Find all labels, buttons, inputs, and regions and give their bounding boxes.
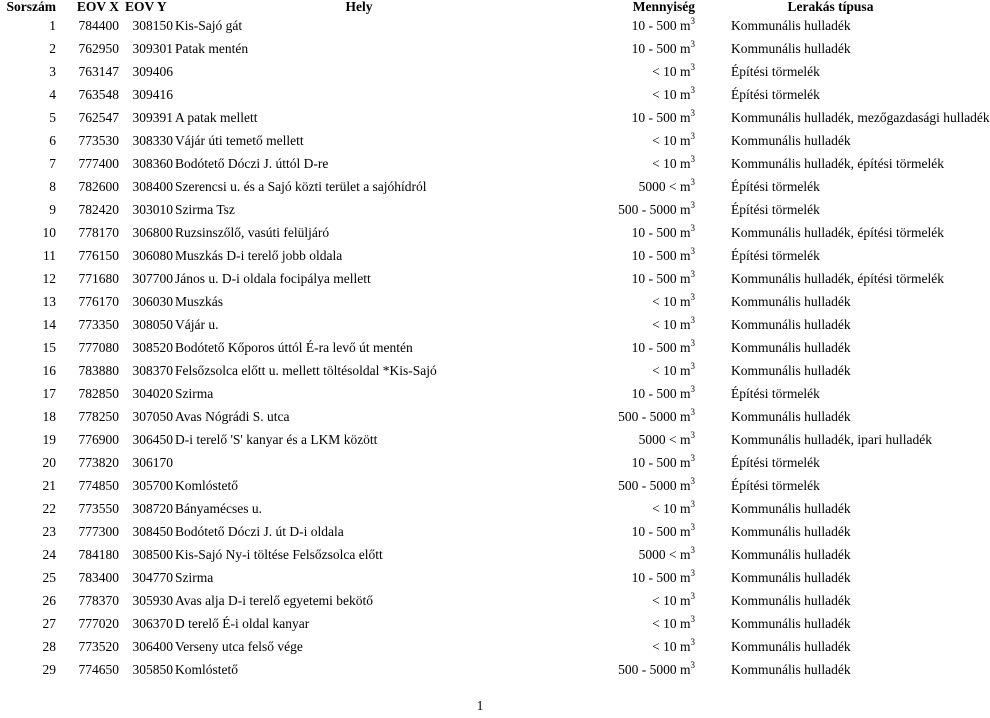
row-number: 21 bbox=[42, 478, 56, 493]
row-place: Verseny utca felső vége bbox=[175, 639, 303, 654]
row-eov-y: 304770 bbox=[132, 570, 173, 585]
row-disposal-type: Építési törmelék bbox=[731, 64, 820, 79]
row-place: Kis-Sajó gát bbox=[175, 18, 243, 33]
row-number: 15 bbox=[42, 340, 56, 355]
row-quantity-unit-exponent: 3 bbox=[690, 499, 695, 509]
row-quantity bbox=[545, 658, 695, 681]
row-eov-x: 777080 bbox=[78, 340, 119, 355]
row-quantity-unit-exponent: 3 bbox=[690, 246, 695, 256]
row-eov-x: 773530 bbox=[78, 133, 119, 148]
row-disposal-type: Kommunális hulladék bbox=[731, 616, 851, 631]
row-quantity-unit-exponent: 3 bbox=[690, 315, 695, 325]
row-number: 18 bbox=[42, 409, 56, 424]
header-eov-x: EOV X bbox=[76, 0, 119, 14]
row-quantity-unit-exponent: 3 bbox=[690, 545, 695, 555]
row-disposal-type: Kommunális hulladék, építési törmelék bbox=[731, 271, 944, 286]
row-quantity-unit-exponent: 3 bbox=[690, 292, 695, 302]
row-quantity-unit-exponent: 3 bbox=[690, 453, 695, 463]
table-row bbox=[0, 336, 966, 359]
row-eov-y: 308150 bbox=[132, 18, 173, 33]
row-quantity bbox=[545, 175, 695, 198]
row-eov-x: 774650 bbox=[78, 662, 119, 677]
row-quantity-unit-exponent: 3 bbox=[690, 591, 695, 601]
table-row bbox=[0, 359, 966, 382]
row-eov-x: 782420 bbox=[78, 202, 119, 217]
row-eov-y: 306030 bbox=[132, 294, 173, 309]
row-eov-x: 784180 bbox=[78, 547, 119, 562]
table-row bbox=[0, 405, 966, 428]
row-number: 8 bbox=[49, 179, 56, 194]
row-quantity bbox=[545, 37, 695, 60]
row-eov-y: 305700 bbox=[132, 478, 173, 493]
row-place: Avas alja D-i terelő egyetemi bekötő bbox=[175, 593, 374, 608]
row-quantity-value: < 10 m bbox=[652, 639, 691, 654]
row-number: 7 bbox=[49, 156, 56, 171]
row-quantity-value: 500 - 5000 m bbox=[618, 478, 691, 493]
row-quantity-unit-exponent: 3 bbox=[690, 476, 695, 486]
row-disposal-type: Kommunális hulladék bbox=[731, 317, 851, 332]
row-eov-y: 305850 bbox=[132, 662, 173, 677]
row-place: Szirma bbox=[175, 386, 214, 401]
row-quantity bbox=[545, 543, 695, 566]
row-quantity bbox=[545, 612, 695, 635]
row-number: 20 bbox=[42, 455, 56, 470]
table-row bbox=[0, 474, 966, 497]
table-row bbox=[0, 290, 966, 313]
row-eov-x: 762547 bbox=[78, 110, 119, 125]
table-row bbox=[0, 175, 966, 198]
row-place: Felsőzsolca előtt u. mellett töltésoldal *Kis-Sajó bbox=[175, 363, 437, 378]
row-quantity-value: 500 - 5000 m bbox=[618, 662, 691, 677]
row-number: 1 bbox=[49, 18, 56, 33]
row-quantity-unit-exponent: 3 bbox=[690, 108, 695, 118]
row-quantity-value: 10 - 500 m bbox=[631, 110, 691, 125]
row-quantity-unit-exponent: 3 bbox=[690, 407, 695, 417]
table-row bbox=[0, 244, 966, 267]
row-eov-x: 782600 bbox=[78, 179, 119, 194]
row-eov-x: 774850 bbox=[78, 478, 119, 493]
table-row bbox=[0, 83, 966, 106]
table-row bbox=[0, 37, 966, 60]
row-place: Vájár úti temető mellett bbox=[175, 133, 304, 148]
row-quantity bbox=[545, 244, 695, 267]
row-eov-y: 306800 bbox=[132, 225, 173, 240]
row-quantity bbox=[545, 198, 695, 221]
row-number: 2 bbox=[49, 41, 56, 56]
table-row bbox=[0, 658, 966, 681]
row-quantity-value: < 10 m bbox=[652, 64, 691, 79]
row-number: 26 bbox=[42, 593, 56, 608]
row-quantity-value: 10 - 500 m bbox=[631, 271, 691, 286]
row-quantity-value: 500 - 5000 m bbox=[618, 202, 691, 217]
row-quantity-value: 10 - 500 m bbox=[631, 340, 691, 355]
row-eov-x: 773550 bbox=[78, 501, 119, 516]
row-place bbox=[173, 451, 545, 474]
table-row bbox=[0, 382, 966, 405]
row-place: Muszkás bbox=[175, 294, 223, 309]
row-quantity-value: 500 - 5000 m bbox=[618, 409, 691, 424]
row-disposal-type: Kommunális hulladék bbox=[731, 18, 851, 33]
row-quantity bbox=[545, 520, 695, 543]
row-place: Avas Nógrádi S. utca bbox=[175, 409, 290, 424]
row-quantity-unit-exponent: 3 bbox=[690, 131, 695, 141]
header-eov-y: EOV Y bbox=[125, 0, 167, 14]
row-quantity bbox=[545, 14, 695, 37]
row-disposal-type: Kommunális hulladék bbox=[731, 294, 851, 309]
row-quantity-value: 5000 < m bbox=[638, 432, 691, 447]
row-quantity-value: < 10 m bbox=[652, 294, 691, 309]
row-eov-x: 771680 bbox=[78, 271, 119, 286]
row-eov-y: 306450 bbox=[132, 432, 173, 447]
row-eov-y: 306080 bbox=[132, 248, 173, 263]
row-eov-y: 309391 bbox=[132, 110, 173, 125]
row-disposal-type: Építési törmelék bbox=[731, 87, 820, 102]
row-eov-x: 783400 bbox=[78, 570, 119, 585]
row-quantity-unit-exponent: 3 bbox=[690, 62, 695, 72]
row-eov-x: 762950 bbox=[78, 41, 119, 56]
row-eov-x: 777300 bbox=[78, 524, 119, 539]
row-quantity bbox=[545, 267, 695, 290]
row-place: Szerencsi u. és a Sajó közti terület a sajóhídról bbox=[175, 179, 427, 194]
row-quantity-unit-exponent: 3 bbox=[690, 430, 695, 440]
row-place: Komlóstető bbox=[175, 662, 238, 677]
row-eov-x: 778370 bbox=[78, 593, 119, 608]
row-quantity-unit-exponent: 3 bbox=[690, 361, 695, 371]
row-eov-x: 776900 bbox=[78, 432, 119, 447]
row-quantity-value: 10 - 500 m bbox=[631, 225, 691, 240]
row-quantity-value: < 10 m bbox=[652, 363, 691, 378]
row-eov-y: 308500 bbox=[132, 547, 173, 562]
row-quantity-unit-exponent: 3 bbox=[690, 85, 695, 95]
row-place bbox=[173, 60, 545, 83]
row-eov-y: 303010 bbox=[132, 202, 173, 217]
row-quantity bbox=[545, 566, 695, 589]
row-quantity-unit-exponent: 3 bbox=[690, 338, 695, 348]
row-quantity bbox=[545, 152, 695, 175]
row-eov-y: 306170 bbox=[132, 455, 173, 470]
row-quantity-value: 5000 < m bbox=[638, 179, 691, 194]
row-eov-x: 778250 bbox=[78, 409, 119, 424]
row-quantity-value: 10 - 500 m bbox=[631, 41, 691, 56]
row-disposal-type: Kommunális hulladék bbox=[731, 524, 851, 539]
row-number: 25 bbox=[42, 570, 56, 585]
row-disposal-type: Kommunális hulladék bbox=[731, 501, 851, 516]
row-quantity-value: < 10 m bbox=[652, 616, 691, 631]
row-eov-x: 783880 bbox=[78, 363, 119, 378]
row-quantity-value: < 10 m bbox=[652, 501, 691, 516]
row-quantity-unit-exponent: 3 bbox=[690, 200, 695, 210]
row-place: Bodótető Dóczi J. úttól D-re bbox=[175, 156, 329, 171]
row-quantity-value: < 10 m bbox=[652, 593, 691, 608]
row-quantity bbox=[545, 497, 695, 520]
row-quantity-value: 10 - 500 m bbox=[631, 386, 691, 401]
row-number: 24 bbox=[42, 547, 56, 562]
row-quantity bbox=[545, 106, 695, 129]
row-place: Ruzsinszőlő, vasúti felüljáró bbox=[175, 225, 330, 240]
table-row bbox=[0, 589, 966, 612]
row-eov-x: 777400 bbox=[78, 156, 119, 171]
row-eov-y: 308720 bbox=[132, 501, 173, 516]
row-quantity bbox=[545, 474, 695, 497]
row-quantity-value: 10 - 500 m bbox=[631, 524, 691, 539]
row-quantity bbox=[545, 221, 695, 244]
row-eov-x: 776170 bbox=[78, 294, 119, 309]
table-row bbox=[0, 566, 966, 589]
row-eov-x: 773520 bbox=[78, 639, 119, 654]
table-row bbox=[0, 520, 966, 543]
row-number: 28 bbox=[42, 639, 56, 654]
row-eov-y: 309416 bbox=[132, 87, 173, 102]
row-quantity bbox=[545, 336, 695, 359]
row-number: 9 bbox=[49, 202, 56, 217]
row-disposal-type: Kommunális hulladék, mezőgazdasági hulladék bbox=[731, 110, 990, 125]
row-disposal-type: Kommunális hulladék, ipari hulladék bbox=[731, 432, 932, 447]
row-quantity bbox=[545, 428, 695, 451]
row-eov-x: 782850 bbox=[78, 386, 119, 401]
row-number: 12 bbox=[42, 271, 56, 286]
row-disposal-type: Kommunális hulladék bbox=[731, 593, 851, 608]
table-row bbox=[0, 451, 966, 474]
row-disposal-type: Kommunális hulladék bbox=[731, 41, 851, 56]
row-number: 3 bbox=[49, 64, 56, 79]
row-place: Szirma bbox=[175, 570, 214, 585]
table-row bbox=[0, 14, 966, 37]
row-number: 29 bbox=[42, 662, 56, 677]
row-place: Patak mentén bbox=[175, 41, 249, 56]
table-row bbox=[0, 106, 966, 129]
row-disposal-type: Kommunális hulladék bbox=[731, 409, 851, 424]
row-disposal-type: Kommunális hulladék bbox=[731, 547, 851, 562]
row-eov-y: 306370 bbox=[132, 616, 173, 631]
row-place: Vájár u. bbox=[175, 317, 219, 332]
row-number: 22 bbox=[42, 501, 56, 516]
table-row bbox=[0, 60, 966, 83]
row-eov-y: 308330 bbox=[132, 133, 173, 148]
row-eov-y: 309406 bbox=[132, 64, 173, 79]
row-eov-x: 777020 bbox=[78, 616, 119, 631]
table-row bbox=[0, 313, 966, 336]
row-place: D terelő É-i oldal kanyar bbox=[175, 616, 310, 631]
table-row bbox=[0, 635, 966, 658]
row-disposal-type: Építési törmelék bbox=[731, 455, 820, 470]
row-disposal-type: Kommunális hulladék, építési törmelék bbox=[731, 225, 944, 240]
row-disposal-type: Építési törmelék bbox=[731, 179, 820, 194]
row-place: Szirma Tsz bbox=[175, 202, 235, 217]
row-eov-y: 308370 bbox=[132, 363, 173, 378]
row-disposal-type: Kommunális hulladék bbox=[731, 133, 851, 148]
row-eov-y: 308520 bbox=[132, 340, 173, 355]
row-eov-y: 308360 bbox=[132, 156, 173, 171]
row-quantity-value: < 10 m bbox=[652, 317, 691, 332]
row-place: Muszkás D-i terelő jobb oldala bbox=[175, 248, 343, 263]
row-quantity-unit-exponent: 3 bbox=[690, 154, 695, 164]
row-disposal-type: Kommunális hulladék bbox=[731, 662, 851, 677]
row-quantity-unit-exponent: 3 bbox=[690, 637, 695, 647]
row-quantity-unit-exponent: 3 bbox=[690, 614, 695, 624]
row-quantity-unit-exponent: 3 bbox=[690, 16, 695, 26]
table-row bbox=[0, 152, 966, 175]
header-lerakas-tipusa: Lerakás típusa bbox=[787, 0, 874, 14]
row-quantity bbox=[545, 313, 695, 336]
row-place: A patak mellett bbox=[175, 110, 258, 125]
row-quantity-unit-exponent: 3 bbox=[690, 384, 695, 394]
table-row bbox=[0, 612, 966, 635]
row-quantity bbox=[545, 60, 695, 83]
table-row bbox=[0, 543, 966, 566]
row-eov-y: 308050 bbox=[132, 317, 173, 332]
row-eov-x: 763548 bbox=[78, 87, 119, 102]
row-disposal-type: Kommunális hulladék bbox=[731, 340, 851, 355]
row-quantity-unit-exponent: 3 bbox=[690, 39, 695, 49]
table-row bbox=[0, 497, 966, 520]
row-number: 4 bbox=[49, 87, 56, 102]
row-quantity bbox=[545, 589, 695, 612]
row-number: 13 bbox=[42, 294, 56, 309]
row-place: Kis-Sajó Ny-i töltése Felsőzsolca előtt bbox=[175, 547, 383, 562]
row-place bbox=[173, 83, 545, 106]
row-place: Komlóstető bbox=[175, 478, 238, 493]
row-quantity bbox=[545, 382, 695, 405]
header-mennyiseg: Mennyiség bbox=[632, 0, 695, 14]
row-eov-y: 306400 bbox=[132, 639, 173, 654]
table-row bbox=[0, 428, 966, 451]
table-header-row bbox=[0, 0, 966, 14]
row-quantity-unit-exponent: 3 bbox=[690, 177, 695, 187]
row-disposal-type: Építési törmelék bbox=[731, 248, 820, 263]
row-quantity bbox=[545, 451, 695, 474]
row-disposal-type: Építési törmelék bbox=[731, 478, 820, 493]
row-quantity-value: 10 - 500 m bbox=[631, 18, 691, 33]
row-eov-y: 309301 bbox=[132, 41, 173, 56]
row-quantity-value: 10 - 500 m bbox=[631, 248, 691, 263]
table-body bbox=[0, 14, 990, 681]
row-eov-y: 307700 bbox=[132, 271, 173, 286]
row-quantity bbox=[545, 635, 695, 658]
row-place: Bányamécses u. bbox=[175, 501, 262, 516]
row-disposal-type: Kommunális hulladék bbox=[731, 570, 851, 585]
row-disposal-type: Építési törmelék bbox=[731, 202, 820, 217]
row-disposal-type: Kommunális hulladék bbox=[731, 639, 851, 654]
header-hely: Hely bbox=[345, 0, 373, 14]
row-number: 17 bbox=[42, 386, 56, 401]
row-disposal-type: Építési törmelék bbox=[731, 386, 820, 401]
row-eov-y: 308450 bbox=[132, 524, 173, 539]
row-place: Bodótető Kőporos úttól É-ra levő út mentén bbox=[175, 340, 413, 355]
header-sorszam: Sorszám bbox=[6, 0, 56, 14]
row-quantity-value: 10 - 500 m bbox=[631, 455, 691, 470]
row-number: 14 bbox=[42, 317, 56, 332]
row-disposal-type: Kommunális hulladék, építési törmelék bbox=[731, 156, 944, 171]
row-number: 11 bbox=[43, 248, 56, 263]
row-quantity bbox=[545, 290, 695, 313]
row-eov-y: 308400 bbox=[132, 179, 173, 194]
row-eov-y: 304020 bbox=[132, 386, 173, 401]
row-quantity-value: 5000 < m bbox=[638, 547, 691, 562]
row-quantity-unit-exponent: 3 bbox=[690, 568, 695, 578]
row-eov-x: 773820 bbox=[78, 455, 119, 470]
row-eov-x: 773350 bbox=[78, 317, 119, 332]
row-quantity-unit-exponent: 3 bbox=[690, 522, 695, 532]
row-number: 5 bbox=[49, 110, 56, 125]
row-quantity-unit-exponent: 3 bbox=[690, 269, 695, 279]
row-quantity-unit-exponent: 3 bbox=[690, 660, 695, 670]
row-quantity bbox=[545, 129, 695, 152]
row-number: 27 bbox=[42, 616, 56, 631]
row-quantity bbox=[545, 359, 695, 382]
row-quantity bbox=[545, 83, 695, 106]
row-quantity-value: < 10 m bbox=[652, 87, 691, 102]
page-number: 1 bbox=[476, 698, 484, 713]
table-row bbox=[0, 198, 966, 221]
row-quantity-value: 10 - 500 m bbox=[631, 570, 691, 585]
row-number: 10 bbox=[42, 225, 56, 240]
row-place: Bodótető Dóczi J. út D-i oldala bbox=[175, 524, 344, 539]
row-disposal-type: Kommunális hulladék bbox=[731, 363, 851, 378]
row-eov-y: 305930 bbox=[132, 593, 173, 608]
row-number: 16 bbox=[42, 363, 56, 378]
row-number: 19 bbox=[42, 432, 56, 447]
row-place: D-i terelő 'S' kanyar és a LKM között bbox=[175, 432, 378, 447]
row-quantity-value: < 10 m bbox=[652, 156, 691, 171]
row-eov-x: 763147 bbox=[78, 64, 119, 79]
row-quantity bbox=[545, 405, 695, 428]
row-eov-x: 784400 bbox=[78, 18, 119, 33]
row-quantity-unit-exponent: 3 bbox=[690, 223, 695, 233]
row-eov-x: 776150 bbox=[78, 248, 119, 263]
table-row bbox=[0, 129, 966, 152]
row-number: 23 bbox=[42, 524, 56, 539]
row-eov-x: 778170 bbox=[78, 225, 119, 240]
table-row bbox=[0, 267, 966, 290]
row-quantity-value: < 10 m bbox=[652, 133, 691, 148]
row-eov-y: 307050 bbox=[132, 409, 173, 424]
row-number: 6 bbox=[49, 133, 56, 148]
table-row bbox=[0, 221, 966, 244]
row-place: János u. D-i oldala focipálya mellett bbox=[175, 271, 371, 286]
